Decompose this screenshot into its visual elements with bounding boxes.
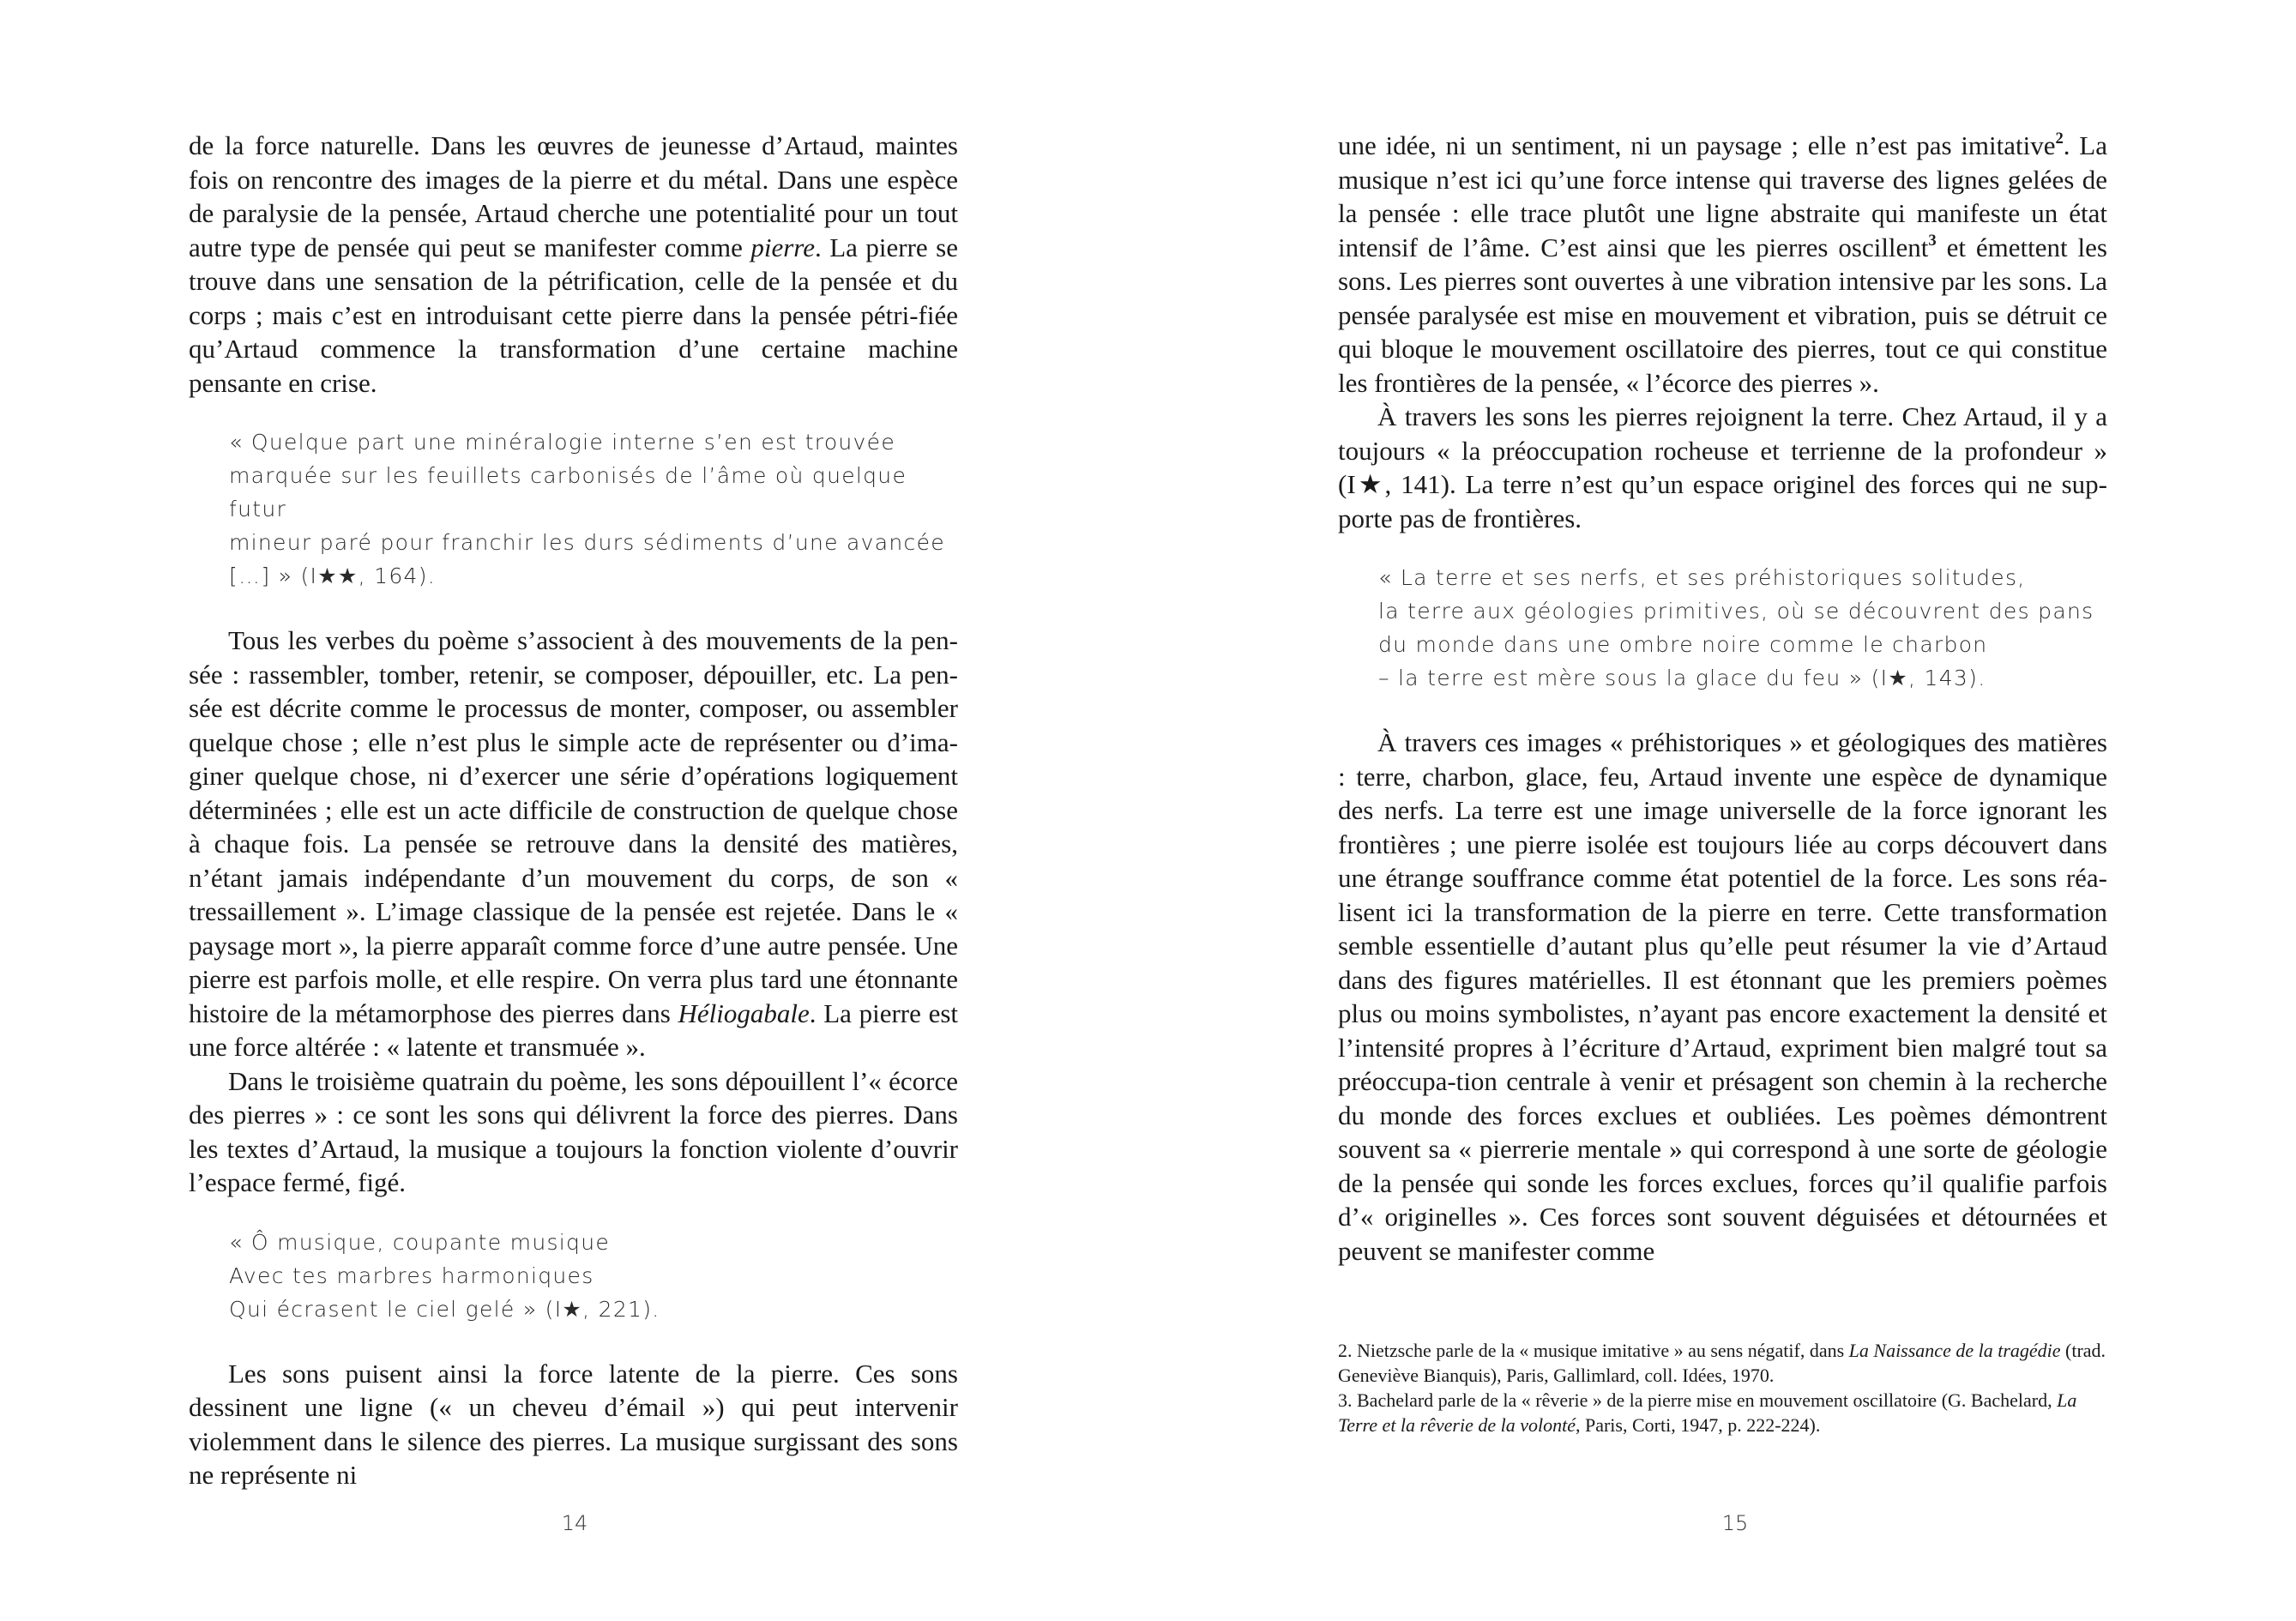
text-run: une idée, ni un sentiment, ni un paysage ; elle n’est pas imitative — [1338, 130, 2056, 160]
text-run: . La musique n’est ici qu’une force intense qui traverse des lignes gelées de la pensée : elle trace plutôt une ligne abstraite qui manifeste un état intensif de l’âme. C’est ainsi que les pierres oscillent — [1338, 130, 2107, 262]
quote-line: – la terre est mère sous la glace du feu » (I★, 143). — [1378, 666, 1986, 690]
paragraph — [189, 129, 958, 400]
footnote-ref[interactable]: 2 — [2055, 129, 2064, 148]
quote-line: […] » (I★★, 164). — [229, 563, 437, 588]
paragraph — [1338, 400, 2107, 535]
text-run: Les sons puisent ainsi la force latente de la pierre. Ces sons dessinent une ligne (« un cheveu d’émail ») qui peut intervenir violemment dans le silence des pierres. La musique surgissant des sons ne représente ni — [189, 1358, 958, 1490]
text-run: (trad. Geneviève Bianquis), Paris, Gallimlard, coll. Idées, 1970. — [1338, 1340, 2106, 1386]
italic-title: La Naissance de la tragédie — [1848, 1340, 2061, 1361]
quote-line: mineur paré pour franchir les durs sédiments d’une avancée — [229, 530, 945, 555]
block-quote — [229, 425, 958, 593]
text-run: 3. Bachelard parle de la « rêverie » de la pierre mise en mouvement oscillatoire (G. Bachelard, — [1338, 1389, 2058, 1411]
text-run: et émettent les sons. Les pierres sont ouvertes à une vibration intensive par les sons. La pensée paralysée est mise en mouvement et vibration, puis se détruit ce qui bloque le mouvement oscillatoire des pierres, tout ce qui constitue les frontières de la pensée, « l’écorce des pierres ». — [1338, 232, 2107, 398]
right-page-text-column — [1338, 129, 2107, 1268]
text-run: . La pierre est une force altérée : « latente et transmuée ». — [189, 997, 958, 1062]
paragraph — [189, 1064, 958, 1200]
text-run: Dans le troisième quatrain du poème, les sons dépouillent l’« écorce des pierres » : ce sont les sons qui délivrent la force des pierres. Dans les textes d’Artaud, la musique a toujours la fonction violente d’ouvrir l’espace fermé, figé. — [189, 1065, 958, 1197]
block-quote — [229, 1226, 958, 1326]
left-page-text-column — [189, 129, 958, 1492]
paragraph — [1338, 129, 2107, 400]
paragraph — [189, 1357, 958, 1492]
quote-line: « Ô musique, coupante musique — [229, 1229, 611, 1255]
text-run: . La pierre se trouve dans une sensation de la pétrification, celle de la pensée et du corps ; mais c’est en introduisant cette pierre dans la pensée pétri-fiée qu’Artaud commence la transformation d’une certaine machine pensante en crise. — [189, 232, 959, 398]
text-run: Tous les verbes du poème s’associent à des mouvements de la pen-sée : rassembler, tomber, retenir, se composer, dépouiller, etc. La pen-sée est décrite comme le processus de monter, composer, ou assembler quelque chose ; elle n’est plus le simple acte de représenter ou d’ima-giner quelque chose, ni d’exercer une série d’opérations logiquement déterminées ; elle est un acte difficile de construction de quelque chose à chaque fois. La pensée se retrouve dans la densité des matières, n’étant jamais indépendante d’un mouvement du corps, de son « tressaillement ». L’image classique de la pensée est rejetée. Dans le « paysage mort », la pierre apparaît comme force d’une autre pensée. Une pierre est parfois molle, et elle respire. On verra plus tard une étonnante histoire de la métamorphose des pierres dans — [189, 625, 958, 1028]
quote-line: la terre aux géologies primitives, où se découvrent des pans — [1378, 599, 2094, 624]
paragraph — [1338, 726, 2107, 1268]
text-run: À travers ces images « préhistoriques » et géologiques des matières : terre, charbon, glace, feu, Artaud invente une espèce de dynamique des nerfs. La terre est une image universelle de la force ignorant les frontières ; une pierre isolée est toujours liée au corps découvert dans une étrange souffrance comme état potentiel de la force. Les sons réa-lisent ici la transformation de la pierre en terre. Cette transformation semble essentielle d’autant plus qu’elle peut résumer la vie d’Artaud dans des figures matérielles. Il est étonnant que les premiers poèmes plus ou moins symbolistes, n’ayant pas encore exactement la densité et l’intensité propres à l’écriture d’Artaud, expriment bien malgré tout sa préoccupa-tion centrale à venir et présagent son chemin à la recherche du monde des forces exclues et oubliées. Les poèmes démontrent souvent sa « pierrerie mentale » qui correspond à une sorte de géologie de la pensée qui sonde les forces exclues, forces qu’il qualifie parfois d’« originelles ». Ces forces sont souvent déguisées et détournées et peuvent se manifester comme — [1338, 727, 2107, 1266]
quote-line: du monde dans une ombre noire comme le charbon — [1378, 632, 1988, 657]
text-run: de la force naturelle. Dans les œuvres de jeunesse d’Artaud, maintes fois on rencontre des images de la pierre et du métal. Dans une espèce de paralysie de la pensée, Artaud cherche une potentialité pour un tout autre type de pensée qui peut se manifester comme — [189, 130, 958, 262]
text-run: 2. Nietzsche parle de la « musique imitative » au sens négatif, dans — [1338, 1340, 1849, 1361]
italic-title: La Terre et la rêverie de la volonté — [1338, 1389, 2077, 1436]
quote-line: Qui écrasent le ciel gelé » (I★, 221). — [229, 1296, 660, 1322]
page-number-right: 15 — [1721, 1511, 1749, 1535]
text-run: À travers les sons les pierres rejoignent la terre. Chez Artaud, il y a toujours « la préoccupation rocheuse et terrienne de la profondeur » (I★, 141). La terre n’est qu’un espace originel des forces qui ne sup-porte pas de frontières. — [1338, 401, 2107, 533]
page-number-left: 14 — [561, 1511, 588, 1535]
footnote-ref[interactable]: 3 — [1928, 231, 1937, 250]
text-run: , Paris, Corti, 1947, p. 222-224). — [1575, 1414, 1821, 1436]
italic-title: pierre — [750, 232, 815, 262]
paragraph — [189, 624, 958, 1064]
italic-title: Héliogabale — [678, 997, 810, 1028]
footnote — [1338, 1388, 2107, 1437]
footnote — [1338, 1338, 2107, 1388]
footnotes — [1338, 1338, 2107, 1437]
quote-line: « La terre et ses nerfs, et ses préhistoriques solitudes, — [1378, 565, 2026, 590]
quote-line: « Quelque part une minéralogie interne s’en est trouvée — [229, 430, 896, 455]
quote-line: Avec tes marbres harmoniques — [229, 1262, 594, 1288]
quote-line: marquée sur les feuillets carbonisés de l’âme où quelque futur — [229, 463, 907, 521]
block-quote — [1378, 561, 2107, 695]
